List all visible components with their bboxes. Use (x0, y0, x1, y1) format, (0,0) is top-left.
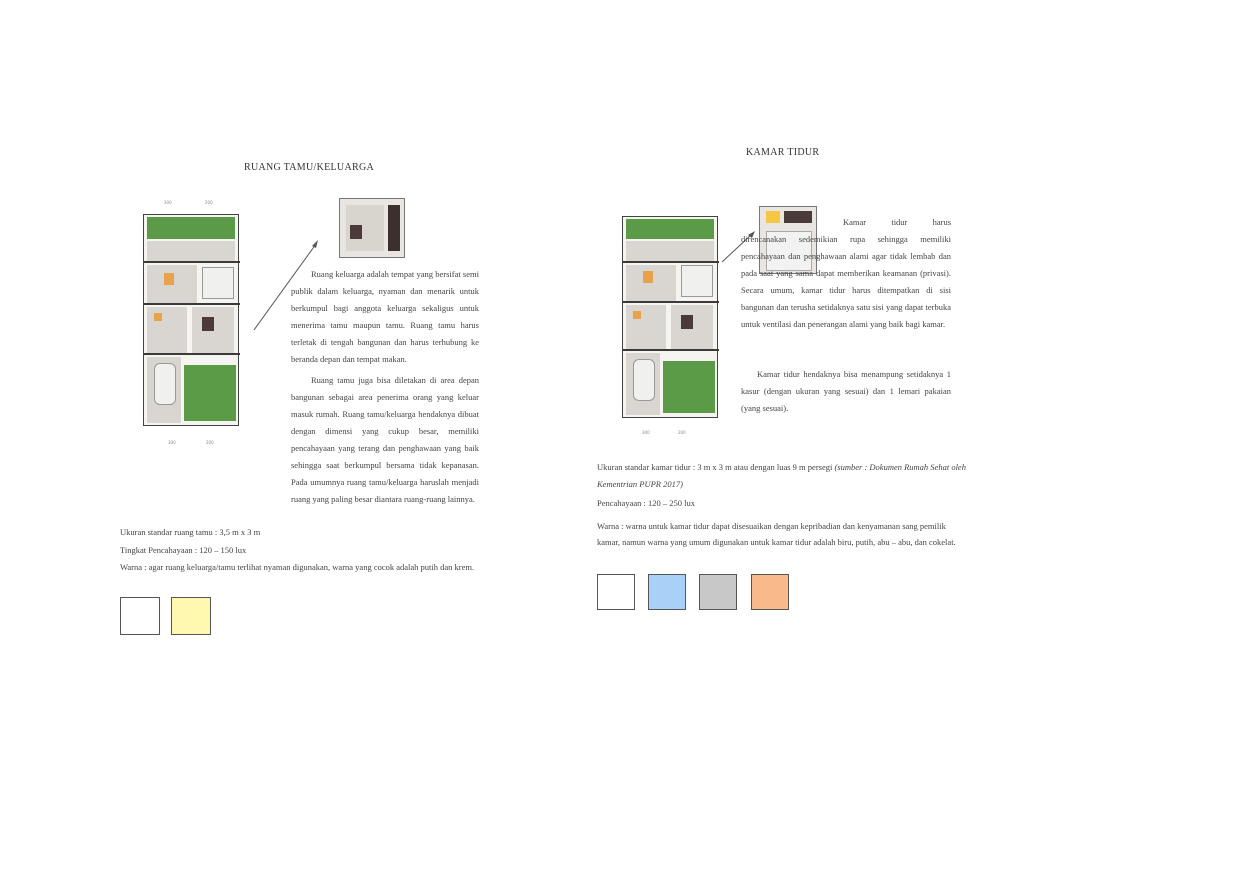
bedroom-paragraph-2: Kamar tidur hendaknya bisa menampung setidaknya 1 kasur (dengan ukuran yang sesuai) dan 1 lemari pakaian (yang sesuai). (741, 369, 951, 413)
bedroom-light-note: Pencahayaan : 120 – 250 lux (597, 498, 695, 508)
living-room-light-note: Tingkat Pencahayaan : 120 – 150 lux (120, 545, 247, 555)
bedroom-size-note (597, 459, 967, 493)
color-swatch-white (120, 597, 160, 635)
living-room-paragraph-1: Ruang keluarga adalah tempat yang bersifat semi publik dalam keluarga, nyaman dan menarik untuk berkumpul bagi anggota keluarga sekaligus untuk menerima tamu maupun tamu. Ruang tamu harus terletak di tengah bangunan dan harus terhubung ke beranda depan dan tempat makan. (291, 269, 479, 364)
color-swatch-grey (699, 574, 737, 610)
floor-plan-bedroom (622, 216, 718, 418)
right-section-title: KAMAR TIDUR (746, 147, 820, 158)
dimension-label: 300 (642, 430, 650, 435)
bedroom-color-note: Warna : warna untuk kamar tidur dapat disesuaikan dengan kepribadian dan kenyamanan sang pemilik kamar, namun warna yang umum digunakan untuk kamar tidur adalah biru, putih, abu – abu, dan cokelat. (597, 521, 956, 547)
dimension-label: 200 (206, 440, 214, 445)
dimension-label: 200 (205, 200, 213, 205)
floor-plan-living-room (143, 214, 239, 426)
color-swatch-cream (171, 597, 211, 635)
bedroom-paragraph-1: Kamar tidur harus direncanakan sedemikian rupa sehingga memiliki pencahayaan dan penghawaan alami agar tidak lembab dan pada saat yang sama dapat memberikan keamanan (privasi). Secara umum, kamar tidur harus ditempatkan di sisi bangunan dan terusha setidaknya satu sisi yang dapat terbuka untuk ventilasi dan penerangan alami yang baik bagi kamar. (741, 217, 951, 329)
bedroom-size-source: (sumber : Dokumen Rumah Sehat oleh Kementrian PUPR 2017) (597, 462, 966, 489)
dimension-label: 300 (168, 440, 176, 445)
color-swatch-blue (648, 574, 686, 610)
color-swatch-orange (751, 574, 789, 610)
living-room-size-note: Ukuran standar ruang tamu : 3,5 m x 3 m (120, 527, 261, 537)
left-section-title: RUANG TAMU/KELUARGA (244, 162, 374, 173)
dimension-label: 200 (678, 430, 686, 435)
color-swatch-white (597, 574, 635, 610)
living-room-color-note: Warna : agar ruang keluarga/tamu terlihat nyaman digunakan, warna yang cocok adalah putih dan krem. (120, 562, 475, 572)
bedroom-size-text: Ukuran standar kamar tidur : 3 m x 3 m atau dengan luas 9 m persegi (597, 462, 833, 472)
living-room-paragraph-2: Ruang tamu juga bisa diletakan di area depan bangunan sebagai area penerima orang yang keluar masuk rumah. Ruang tamu/keluarga hendaknya dibuat dengan dimensi yang cukup besar, memiliki pencahayaan yang terang dan penghawaan yang baik sehingga saat berkumpul bersama tidak kepanasan. Pada umumnya ruang tamu/keluarga haruslah menjadi ruang yang paling besar diantara ruang-ruang lainnya. (291, 375, 479, 504)
living-room-inset-plan (339, 198, 405, 258)
dimension-label: 300 (164, 200, 172, 205)
